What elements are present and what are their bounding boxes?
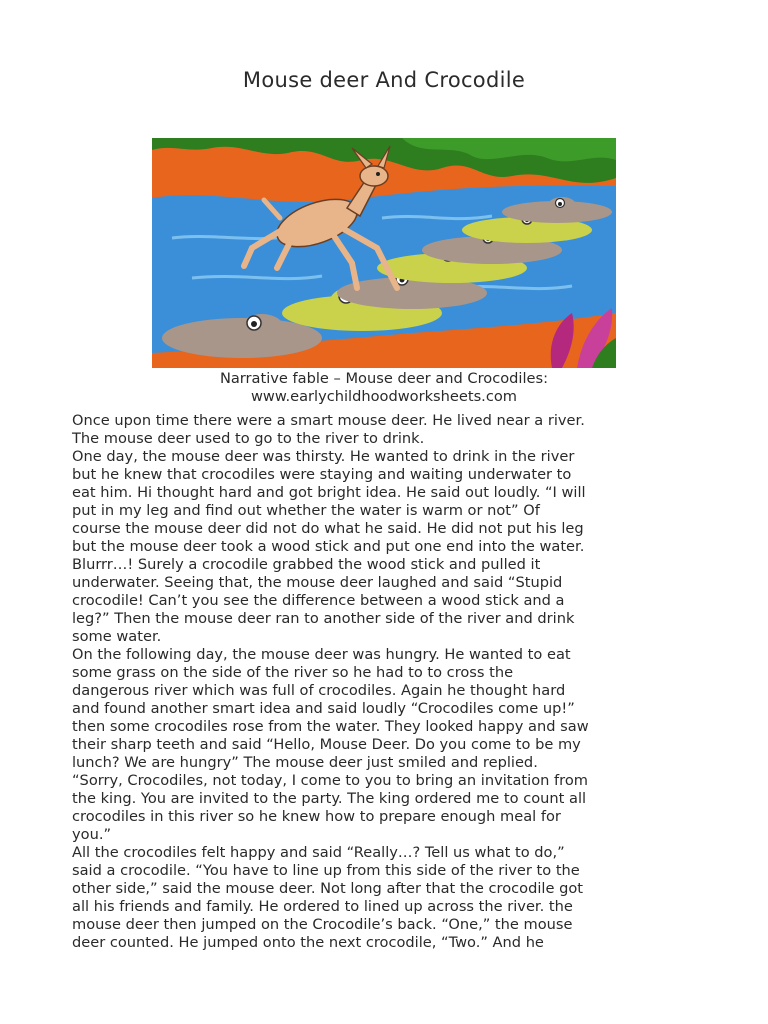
story-line: All the crocodiles felt happy and said “Really…? Tell us what to do,” (72, 844, 565, 861)
story-line: “Sorry, Crocodiles, not today, I come to you to bring an invitation from (72, 772, 588, 789)
story-line: leg?” Then the mouse deer ran to another side of the river and drink (72, 610, 575, 627)
story-line: other side,” said the mouse deer. Not long after that the crocodile got (72, 880, 583, 897)
story-line: lunch? We are hungry” The mouse deer just smiled and replied. (72, 754, 538, 771)
story-line: the king. You are invited to the party. The king ordered me to count all (72, 790, 587, 807)
caption-line: Narrative fable – Mouse deer and Crocodiles: (219, 370, 549, 387)
story-line: their sharp teeth and said “Hello, Mouse Deer. Do you come to be my (72, 736, 581, 753)
caption-line: www.earlychildhoodworksheets.com (251, 388, 517, 405)
story-line: crocodiles in this river so he knew how to prepare enough meal for (72, 808, 561, 825)
story-line: and found another smart idea and said loudly “Crocodiles come up!” (72, 700, 575, 717)
story-line: crocodile! Can’t you see the difference between a wood stick and a (72, 592, 565, 609)
story-line: The mouse deer used to go to the river to drink. (72, 430, 425, 447)
story-line: you.” (72, 826, 112, 843)
story-line: some grass on the side of the river so he had to to cross the (72, 664, 514, 681)
figure-caption (0, 370, 768, 406)
story-line: course the mouse deer did not do what he said. He did not put his leg (72, 520, 584, 537)
story-line: some water. (72, 628, 162, 645)
story-line: deer counted. He jumped onto the next crocodile, “Two.” And he (72, 934, 544, 951)
story-line: underwater. Seeing that, the mouse deer laughed and said “Stupid (72, 574, 563, 591)
story-line: One day, the mouse deer was thirsty. He wanted to drink in the river (72, 448, 575, 465)
story-line: dangerous river which was full of crocodiles. Again he thought hard (72, 682, 566, 699)
story-line: all his friends and family. He ordered to lined up across the river. the (72, 898, 573, 915)
story-line: mouse deer then jumped on the Crocodile’s back. “One,” the mouse (72, 916, 573, 933)
story-line: then some crocodiles rose from the water. They looked happy and saw (72, 718, 589, 735)
story-line: eat him. Hi thought hard and got bright idea. He said out loudly. “I will (72, 484, 586, 501)
story-illustration (152, 138, 616, 368)
document-title: Mouse deer And Crocodile (242, 68, 526, 92)
story-text (72, 412, 698, 952)
story-line: Once upon time there were a smart mouse deer. He lived near a river. (72, 412, 585, 429)
story-line: On the following day, the mouse deer was hungry. He wanted to eat (72, 646, 571, 663)
story-line: said a crocodile. “You have to line up from this side of the river to the (72, 862, 580, 879)
story-line: but he knew that crocodiles were staying and waiting underwater to (72, 466, 572, 483)
story-line: put in my leg and find out whether the water is warm or not” Of (72, 502, 540, 519)
story-line: Blurrr…! Surely a crocodile grabbed the wood stick and pulled it (72, 556, 541, 573)
story-line: but the mouse deer took a wood stick and put one end into the water. (72, 538, 585, 555)
